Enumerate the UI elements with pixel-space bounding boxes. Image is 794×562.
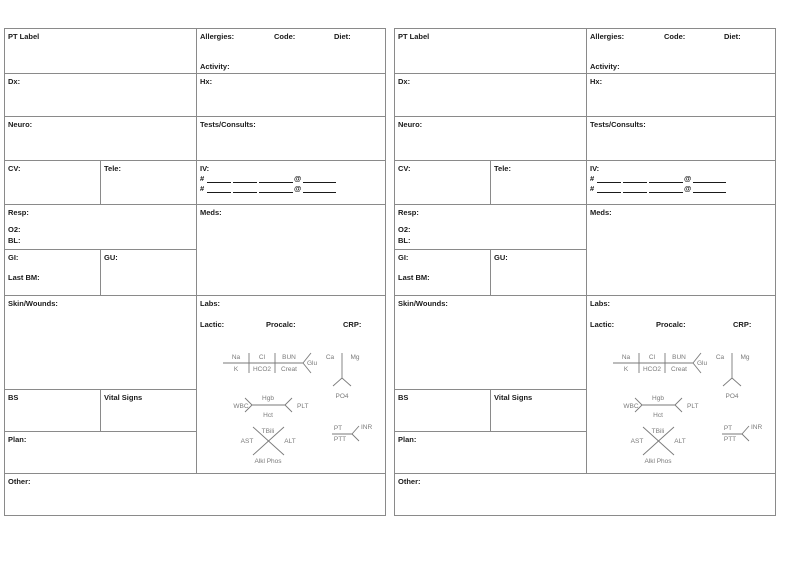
lft-alk: Alkl Phos <box>644 458 672 465</box>
gi-label: GI: <box>398 253 409 262</box>
tele-label: Tele: <box>494 164 511 173</box>
labs-cell[interactable] <box>586 295 776 474</box>
report-sheet <box>4 28 386 516</box>
o2-label: O2: <box>398 225 411 234</box>
skin-wounds-cell[interactable] <box>394 295 587 390</box>
iv-blank-line <box>303 192 336 193</box>
lft-tbili: TBili <box>651 428 665 435</box>
ca-mg-right <box>342 378 351 386</box>
po4-label: PO4 <box>725 393 739 400</box>
hx-label: Hx: <box>200 77 213 86</box>
lab-diagrams <box>587 296 777 475</box>
iv-blank-line <box>649 182 683 183</box>
bmp-glu: Glu <box>696 360 708 367</box>
labs-label: Labs: <box>590 299 611 308</box>
cbc-hct: Hct <box>263 412 273 419</box>
cbc-plt: PLT <box>687 403 699 410</box>
lft-alt: ALT <box>674 438 686 445</box>
bs-cell[interactable] <box>4 389 101 432</box>
iv-blank-line <box>259 192 293 193</box>
hx-cell[interactable] <box>196 73 386 117</box>
iv-hash-2: # <box>200 184 205 193</box>
cbc-right-down <box>675 405 682 412</box>
cv-cell[interactable] <box>4 160 101 205</box>
ca-mg-right <box>732 378 741 386</box>
lactic-label: Lactic: <box>200 320 225 329</box>
bmp-cl: Cl <box>258 354 266 361</box>
gu-cell[interactable] <box>490 249 587 296</box>
gu-label: GU: <box>494 253 508 262</box>
iv-hash-1: # <box>590 174 595 183</box>
coag-ptt: PTT <box>333 436 347 443</box>
iv-at-1: @ <box>294 174 302 183</box>
cv-label: CV: <box>398 164 411 173</box>
lft-alt: ALT <box>284 438 296 445</box>
tele-cell[interactable] <box>490 160 587 205</box>
coag-diag-down <box>742 434 749 441</box>
last-bm-label: Last BM: <box>8 273 40 282</box>
cbc-hct: Hct <box>653 412 663 419</box>
lft-alk: Alkl Phos <box>254 458 282 465</box>
iv-blank-line <box>207 192 231 193</box>
meds-label: Meds: <box>590 208 612 217</box>
cbc-right-up <box>675 398 682 405</box>
coag-inr: INR <box>361 424 373 431</box>
procalc-label: Procalc: <box>656 320 686 329</box>
bmp-glu: Glu <box>306 360 318 367</box>
iv-blank-line <box>623 192 647 193</box>
lft-tbili: TBili <box>261 428 275 435</box>
coag-pt: PT <box>333 425 343 432</box>
hx-cell[interactable] <box>586 73 776 117</box>
other-cell[interactable] <box>4 473 386 516</box>
iv-blank-line <box>303 182 336 183</box>
code-label: Code: <box>274 32 296 41</box>
bs-label: BS <box>8 393 19 402</box>
plan-label: Plan: <box>8 435 27 444</box>
cbc-wbc: WBC <box>623 403 639 410</box>
tests-consults-cell[interactable] <box>196 116 386 161</box>
bmp-bun: BUN <box>672 354 686 361</box>
report-sheet <box>394 28 776 516</box>
allergies-code-diet-cell[interactable] <box>196 28 386 74</box>
bl-label: BL: <box>398 236 411 245</box>
bmp-k: K <box>233 366 239 373</box>
dx-cell[interactable] <box>394 73 587 117</box>
labs-label: Labs: <box>200 299 221 308</box>
procalc-label: Procalc: <box>266 320 296 329</box>
coag-ptt: PTT <box>723 436 737 443</box>
cbc-hgb: Hgb <box>652 395 664 402</box>
neuro-cell[interactable] <box>4 116 197 161</box>
lft-ast: AST <box>630 438 644 445</box>
crp-label: CRP: <box>343 320 362 329</box>
cbc-right-up <box>285 398 292 405</box>
skin-wounds-cell[interactable] <box>4 295 197 390</box>
bmp-creat: Creat <box>281 366 297 373</box>
mg-label: Mg <box>740 354 750 361</box>
neuro-cell[interactable] <box>394 116 587 161</box>
neuro-label: Neuro: <box>398 120 423 129</box>
diet-label: Diet: <box>724 32 741 41</box>
pt-label-label: PT Label <box>8 32 40 41</box>
mg-label: Mg <box>350 354 360 361</box>
coag-inr: INR <box>751 424 763 431</box>
coag-diag-up <box>742 426 749 434</box>
iv-blank-line <box>623 182 647 183</box>
iv-at-2: @ <box>294 184 302 193</box>
iv-blank-line <box>597 192 621 193</box>
dx-cell[interactable] <box>4 73 197 117</box>
activity-label: Activity: <box>590 62 620 71</box>
cbc-wbc: WBC <box>233 403 249 410</box>
o2-label: O2: <box>8 225 21 234</box>
tests-consults-label: Tests/Consults: <box>200 120 256 129</box>
ca-mg-left <box>333 378 342 386</box>
lactic-label: Lactic: <box>590 320 615 329</box>
lft-ast: AST <box>240 438 254 445</box>
iv-blank-line <box>233 192 257 193</box>
iv-blank-line <box>207 182 231 183</box>
iv-at-2: @ <box>684 184 692 193</box>
resp-label: Resp: <box>8 208 29 217</box>
neuro-label: Neuro: <box>8 120 33 129</box>
meds-cell[interactable] <box>196 204 386 296</box>
bs-label: BS <box>398 393 409 402</box>
iv-at-1: @ <box>684 174 692 183</box>
resp-cell[interactable] <box>4 204 197 250</box>
tests-consults-cell[interactable] <box>586 116 776 161</box>
coag-diag-up <box>352 426 359 434</box>
pt-label-label: PT Label <box>398 32 430 41</box>
bmp-creat: Creat <box>671 366 687 373</box>
vital-signs-cell[interactable] <box>490 389 587 432</box>
meds-label: Meds: <box>200 208 222 217</box>
other-cell[interactable] <box>394 473 776 516</box>
coag-pt: PT <box>723 425 733 432</box>
other-label: Other: <box>8 477 31 486</box>
cv-cell[interactable] <box>394 160 491 205</box>
iv-blank-line <box>693 182 726 183</box>
ca-label: Ca <box>325 354 335 361</box>
tele-label: Tele: <box>104 164 121 173</box>
meds-cell[interactable] <box>586 204 776 296</box>
gi-cell[interactable] <box>4 249 101 296</box>
activity-label: Activity: <box>200 62 230 71</box>
cbc-right-down <box>285 405 292 412</box>
allergies-label: Allergies: <box>590 32 625 41</box>
bmp-k: K <box>623 366 629 373</box>
gu-label: GU: <box>104 253 118 262</box>
resp-label: Resp: <box>398 208 419 217</box>
iv-hash-2: # <box>590 184 595 193</box>
other-label: Other: <box>398 477 421 486</box>
vital-signs-label: Vital Signs <box>104 393 143 402</box>
pt-label-cell[interactable] <box>394 28 587 74</box>
iv-blank-line <box>597 182 621 183</box>
iv-cell[interactable] <box>196 160 386 205</box>
ca-mg-left <box>723 378 732 386</box>
po4-label: PO4 <box>335 393 349 400</box>
pt-label-cell[interactable] <box>4 28 197 74</box>
tests-consults-label: Tests/Consults: <box>590 120 646 129</box>
diet-label: Diet: <box>334 32 351 41</box>
plan-cell[interactable] <box>4 431 197 474</box>
crp-label: CRP: <box>733 320 752 329</box>
skin-wounds-label: Skin/Wounds: <box>8 299 58 308</box>
iv-cell[interactable] <box>586 160 776 205</box>
cv-label: CV: <box>8 164 21 173</box>
iv-label: IV: <box>200 164 210 173</box>
allergies-code-diet-cell[interactable] <box>586 28 776 74</box>
resp-cell[interactable] <box>394 204 587 250</box>
labs-cell[interactable] <box>196 295 386 474</box>
bmp-cl: Cl <box>648 354 656 361</box>
dx-label: Dx: <box>398 77 411 86</box>
bmp-na: Na <box>621 354 631 361</box>
skin-wounds-label: Skin/Wounds: <box>398 299 448 308</box>
code-label: Code: <box>664 32 686 41</box>
cbc-hgb: Hgb <box>262 395 274 402</box>
plan-label: Plan: <box>398 435 417 444</box>
iv-hash-1: # <box>200 174 205 183</box>
vital-signs-label: Vital Signs <box>494 393 533 402</box>
hx-label: Hx: <box>590 77 603 86</box>
bmp-hco2: HCO2 <box>642 366 662 373</box>
iv-blank-line <box>693 192 726 193</box>
coag-diag-down <box>352 434 359 441</box>
gi-label: GI: <box>8 253 19 262</box>
bmp-na: Na <box>231 354 241 361</box>
gu-cell[interactable] <box>100 249 197 296</box>
plan-cell[interactable] <box>394 431 587 474</box>
gi-cell[interactable] <box>394 249 491 296</box>
iv-blank-line <box>259 182 293 183</box>
iv-label: IV: <box>590 164 600 173</box>
bmp-bun: BUN <box>282 354 296 361</box>
last-bm-label: Last BM: <box>398 273 430 282</box>
dx-label: Dx: <box>8 77 21 86</box>
lab-diagrams <box>197 296 387 475</box>
iv-blank-line <box>649 192 683 193</box>
vital-signs-cell[interactable] <box>100 389 197 432</box>
ca-label: Ca <box>715 354 725 361</box>
iv-blank-line <box>233 182 257 183</box>
bl-label: BL: <box>8 236 21 245</box>
tele-cell[interactable] <box>100 160 197 205</box>
bs-cell[interactable] <box>394 389 491 432</box>
bmp-hco2: HCO2 <box>252 366 272 373</box>
allergies-label: Allergies: <box>200 32 235 41</box>
cbc-plt: PLT <box>297 403 309 410</box>
